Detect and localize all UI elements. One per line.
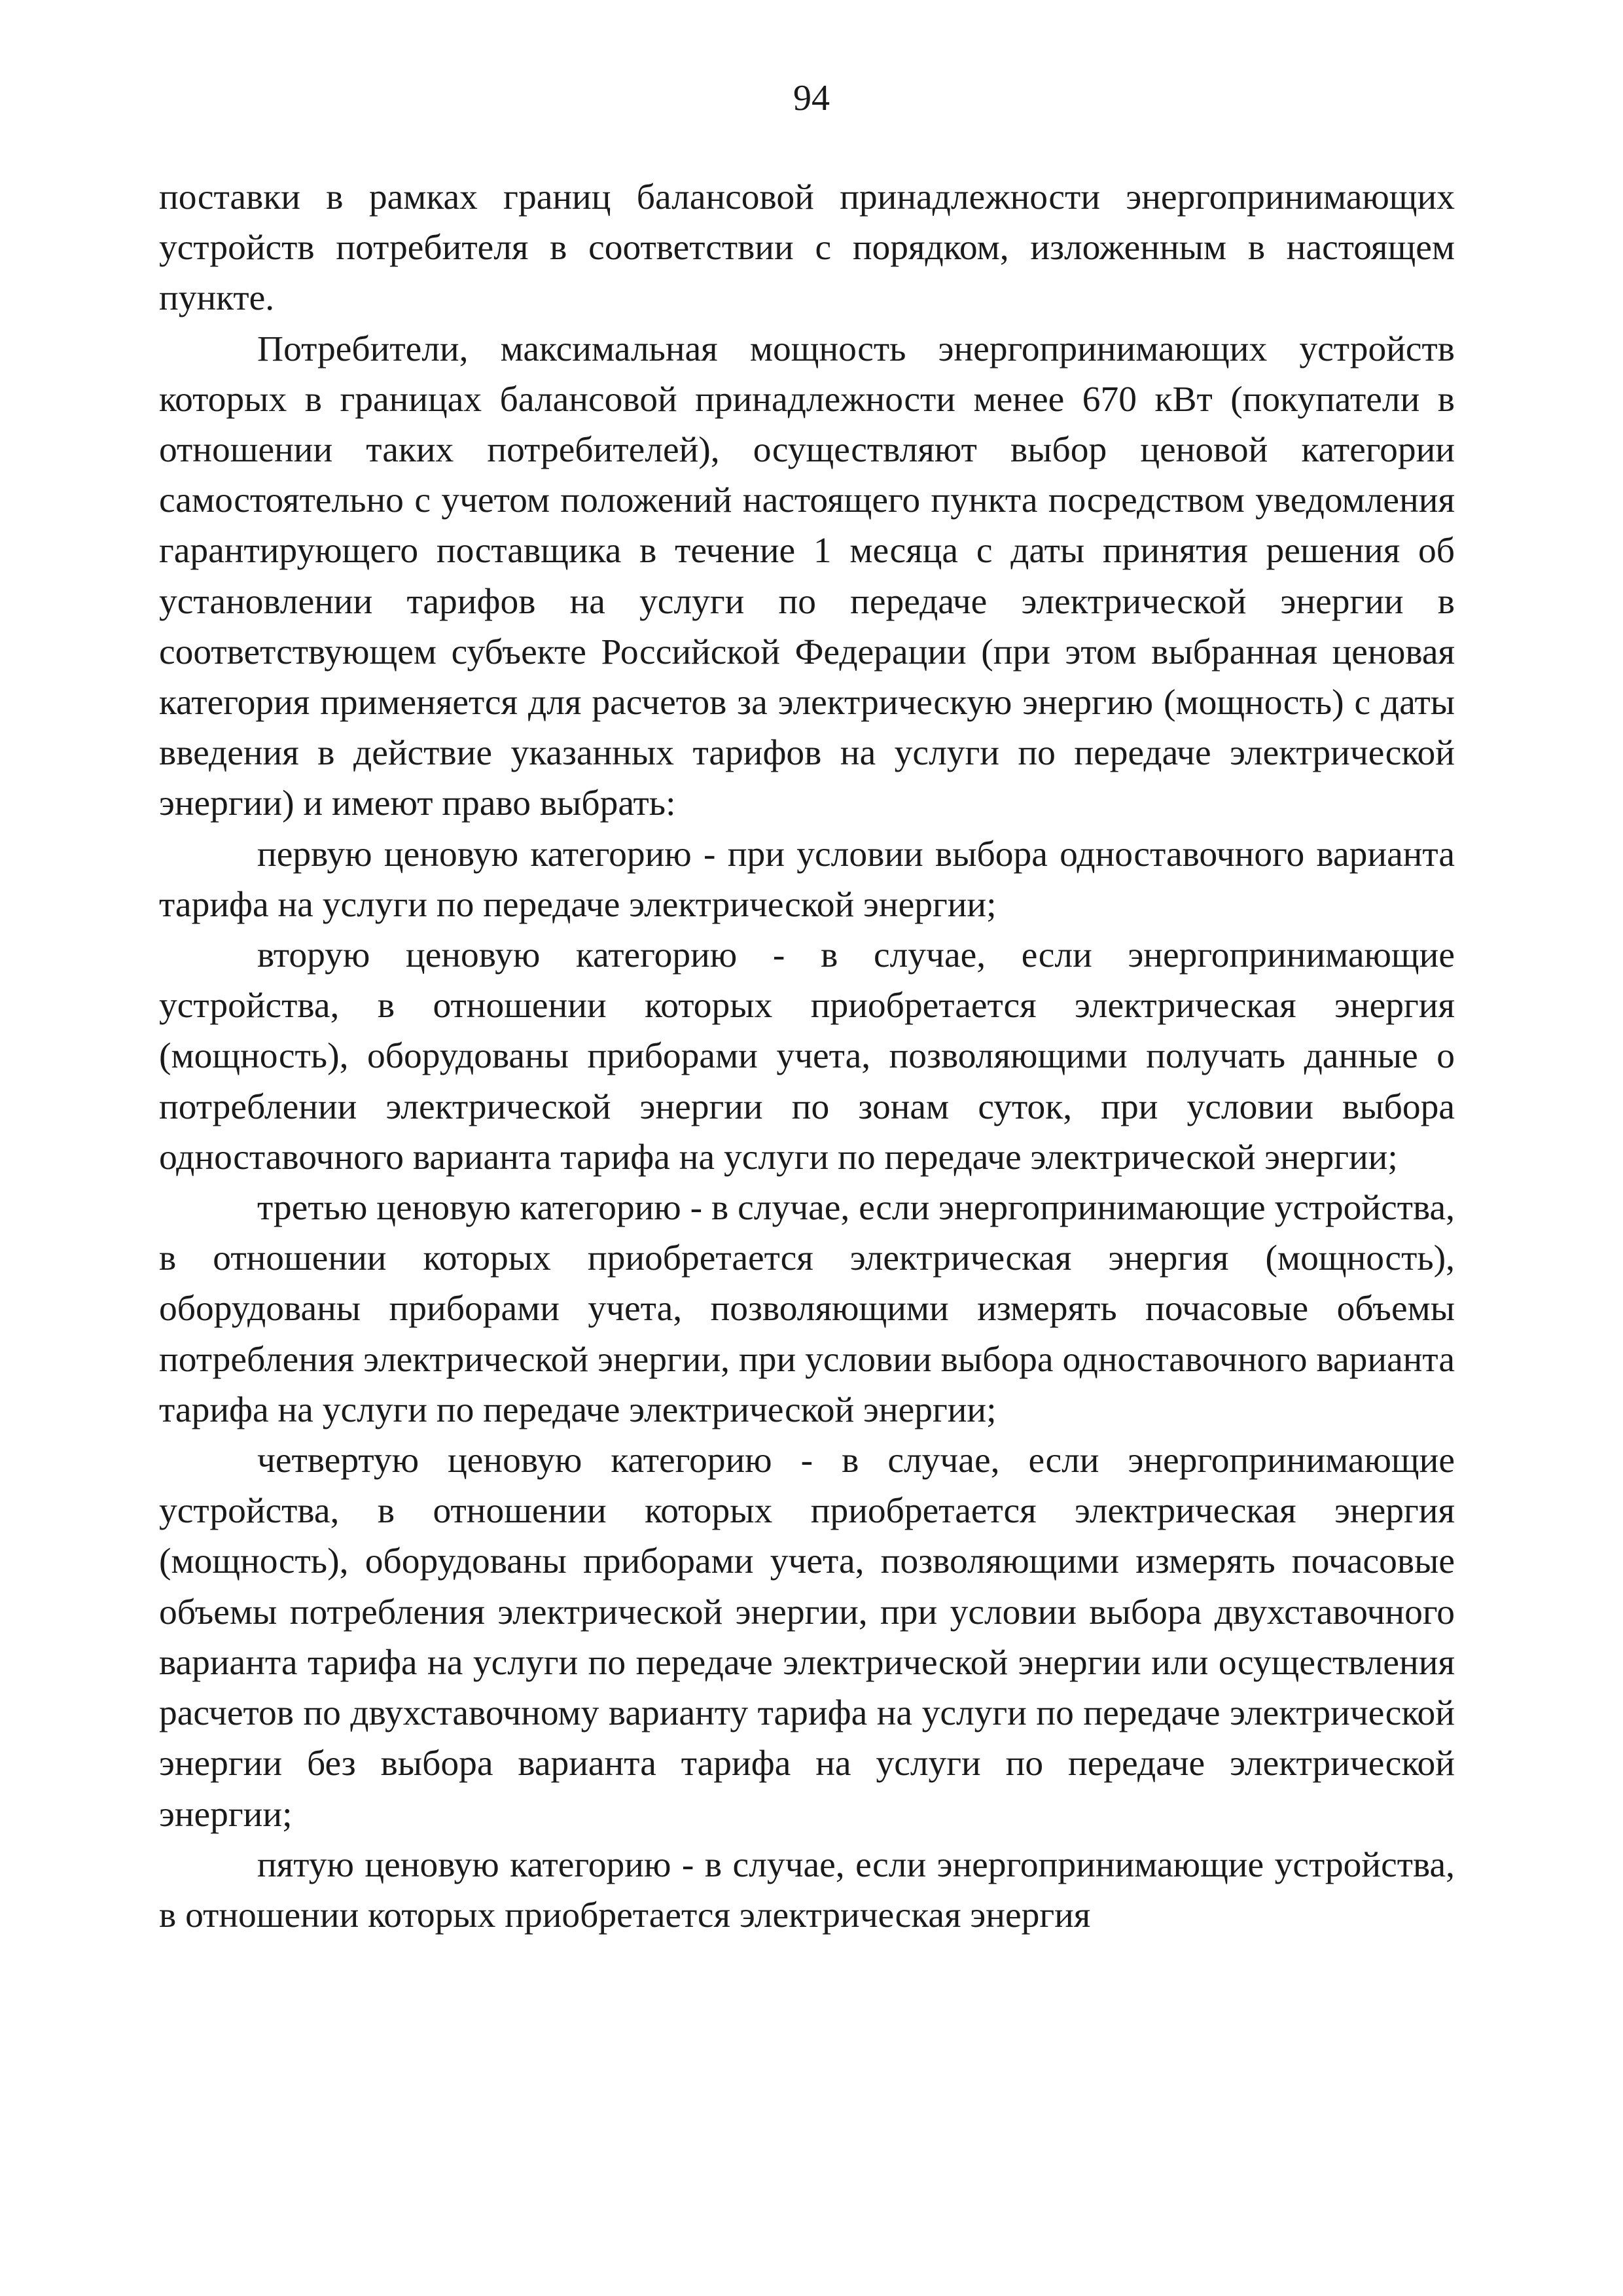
paragraph: Потребители, максимальная мощность энергопринимающих устройств которых в границах балансовой принадлежности менее 670 кВт (покупатели в отношении таких потребителей), осуществляют выбор ценовой категории самостоятельно с учетом положений настоящего пункта посредством уведомления гарантирующего поставщика в течение 1 месяца с даты принятия решения об установлении тарифов на услуги по передаче электрической энергии в соответствующем субъекте Российской Федерации (при этом выбранная ценовая категория применяется для расчетов за электрическую энергию (мощность) с даты введения в действие указанных тарифов на услуги по передаче электрической энергии) и имеют право выбрать: — [159, 329, 1455, 824]
paragraph: четвертую ценовую категорию - в случае, если энергопринимающие устройства, в отношении которых приобретается электрическая энергия (мощность), оборудованы приборами учета, позволяющими измерять почасовые объемы потребления электрической энергии, при условии выбора двухставочного варианта тарифа на услуги по передаче электрической энергии или осуществления расчетов по двухставочному варианту тарифа на услуги по передаче электрической энергии без выбора варианта тарифа на услуги по передаче электрической энергии; — [159, 1441, 1455, 1835]
paragraph: вторую ценовую категорию - в случае, если энергопринимающие устройства, в отношении которых приобретается электрическая энергия (мощность), оборудованы приборами учета, позволяющими получать данные о потреблении электрической энергии по зонам суток, при условии выбора одноставочного варианта тарифа на услуги по передаче электрической энергии; — [159, 935, 1455, 1177]
paragraph: третью ценовую категорию - в случае, если энергопринимающие устройства, в отношении которых приобретается электрическая энергия (мощность), оборудованы приборами учета, позволяющими измерять почасовые объемы потребления электрической энергии, при условии выбора одноставочного варианта тарифа на услуги по передаче электрической энергии; — [159, 1188, 1455, 1430]
paragraph: поставки в рамках границ балансовой принадлежности энергопринимающих устройств потребителя в соответствии с порядком, изложенным в настоящем пункте. — [159, 177, 1455, 319]
paragraph: первую ценовую категорию - при условии выбора одноставочного варианта тарифа на услуги по передаче электрической энергии; — [159, 834, 1455, 925]
page-number: 94 — [793, 78, 830, 118]
document-body — [159, 172, 1455, 1941]
paragraph: пятую ценовую категорию - в случае, если энергопринимающие устройства, в отношении которых приобретается электрическая энергия — [159, 1844, 1455, 1935]
